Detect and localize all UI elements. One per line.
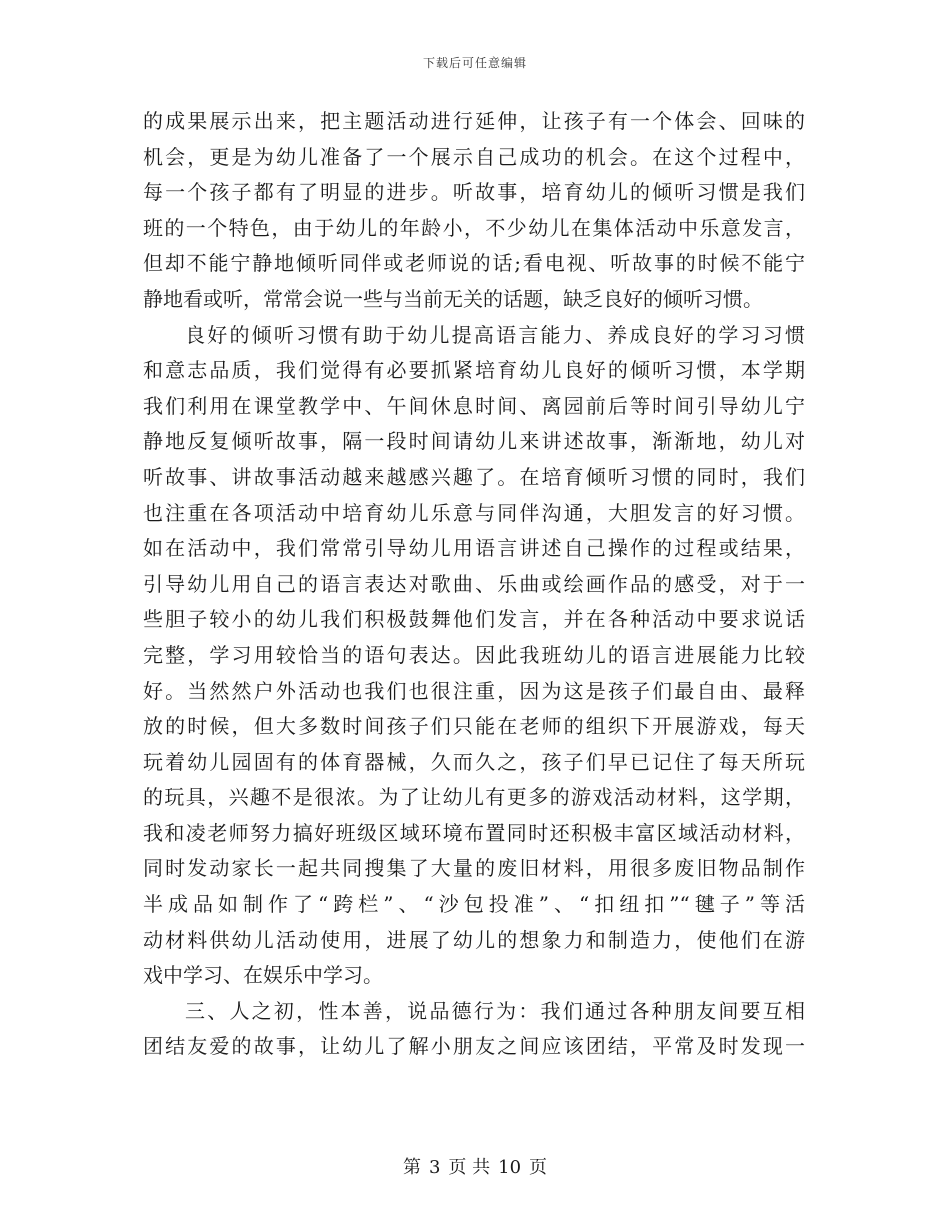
page-footer	[0, 1153, 950, 1179]
text-line: 班的一个特色，由于幼儿的年龄小，不少幼儿在集体活动中乐意发言，	[143, 215, 805, 240]
text-line: 但却不能宁静地倾听同伴或老师说的话;看电视、听故事的时候不能宁	[143, 251, 805, 276]
text-line: 好。当然然户外活动也我们也很注重，因为这是孩子们最自由、最释	[143, 678, 805, 703]
text-line: 玩着幼儿园固有的体育器械，久而久之，孩子们早已记住了每天所玩	[143, 749, 805, 774]
current-page-number: 3	[428, 1157, 441, 1178]
text-line: 如在活动中，我们常常引导幼儿用语言讲述自己操作的过程或结果，	[143, 536, 805, 561]
text-line: 静地反复倾听故事，隔一段时间请幼儿来讲述故事，渐渐地，幼儿对	[143, 429, 805, 454]
page-header-note: 下载后可任意编辑	[422, 56, 527, 70]
text-line: 的成果展示出来，把主题活动进行延伸，让孩子有一个体会、回味的	[143, 109, 805, 133]
document-body	[143, 104, 805, 1065]
text-line: 每一个孩子都有了明显的进步。听故事，培育幼儿的倾听习惯是我们	[143, 180, 805, 205]
total-pages-number: 10	[498, 1157, 522, 1178]
text-line: 些胆子较小的幼儿我们积极鼓舞他们发言，并在各种活动中要求说话	[143, 607, 805, 632]
text-line: 也注重在各项活动中培育幼儿乐意与同伴沟通，大胆发言的好习惯。	[143, 500, 805, 525]
text-line: 良好的倾听习惯有助于幼儿提高语言能力、养成良好的学习习惯	[185, 322, 805, 347]
text-line: 半成品如制作了“跨栏”、“沙包投准”、“扣纽扣”“毽子”等活	[143, 892, 805, 917]
paragraph	[143, 318, 805, 994]
footer-suffix: 页	[529, 1157, 548, 1178]
text-line: 同时发动家长一起共同搜集了大量的废旧材料，用很多废旧物品制作	[143, 856, 805, 881]
text-line: 的玩具，兴趣不是很浓。为了让幼儿有更多的游戏活动材料，这学期，	[143, 785, 805, 810]
text-line: 引导幼儿用自己的语言表达对歌曲、乐曲或绘画作品的感受，对于一	[143, 571, 805, 596]
text-line: 团结友爱的故事，让幼儿了解小朋友之间应该团结，平常及时发现一	[143, 1034, 805, 1059]
text-line: 三、人之初，性本善，说品德行为：我们通过各种朋友间要互相	[185, 998, 805, 1023]
text-line: 放的时候，但大多数时间孩子们只能在老师的组织下开展游戏，每天	[143, 714, 805, 739]
text-line: 机会，更是为幼儿准备了一个展示自己成功的机会。在这个过程中，	[143, 144, 805, 169]
paragraph	[143, 994, 805, 1065]
text-line: 戏中学习、在娱乐中学习。	[143, 963, 383, 988]
paragraph	[143, 104, 805, 318]
text-line: 听故事、讲故事活动越来越感兴趣了。在培育倾听习惯的同时，我们	[143, 464, 805, 489]
footer-prefix: 第	[402, 1157, 421, 1178]
text-line: 我和凌老师努力搞好班级区域环境布置同时还积极丰富区域活动材料，	[143, 820, 805, 845]
text-line: 完整，学习用较恰当的语句表达。因此我班幼儿的语言进展能力比较	[143, 642, 805, 667]
text-line: 静地看或听，常常会说一些与当前无关的话题，缺乏良好的倾听习惯。	[143, 286, 763, 311]
text-line: 动材料供幼儿活动使用，进展了幼儿的想象力和制造力，使他们在游	[143, 927, 805, 952]
text-line: 我们利用在课堂教学中、午间休息时间、离园前后等时间引导幼儿宁	[143, 393, 805, 418]
text-line: 和意志品质，我们觉得有必要抓紧培育幼儿良好的倾听习惯，本学期	[143, 358, 805, 383]
footer-middle: 页 共	[448, 1157, 491, 1178]
